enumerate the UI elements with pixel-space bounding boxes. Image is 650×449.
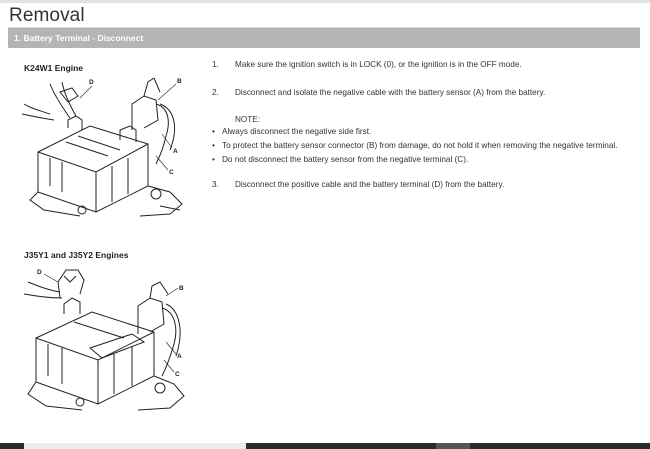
- figure-2-engine-label: J35Y1 and J35Y2 Engines: [24, 250, 129, 260]
- bullet-icon: •: [212, 127, 215, 136]
- top-border: [0, 0, 650, 3]
- callout-d: D: [89, 79, 94, 86]
- callout-a: A: [173, 148, 178, 155]
- figure-1-engine-label: K24W1 Engine: [24, 63, 84, 73]
- step-text: Disconnect the positive cable and the battery terminal (D) from the battery.: [235, 180, 505, 189]
- bottom-scrollbar-thumb[interactable]: [24, 443, 246, 449]
- callout-d: D: [37, 269, 42, 276]
- step-number: 2.: [212, 88, 219, 97]
- step-text: Make sure the ignition switch is in LOCK (0), or the ignition is in the OFF mode.: [235, 60, 522, 69]
- callout-b: B: [179, 285, 184, 292]
- callout-c: C: [175, 371, 180, 378]
- section-header: 1. Battery Terminal - Disconnect: [8, 28, 640, 48]
- callout-b: B: [177, 78, 182, 85]
- callout-c: C: [169, 169, 174, 176]
- page-title: Removal: [9, 5, 85, 26]
- bullet-icon: •: [212, 155, 215, 164]
- note-item: • Always disconnect the negative side first.: [212, 127, 372, 136]
- battery-diagram-k24w1: [20, 74, 190, 222]
- battery-diagram-j35y: [20, 262, 190, 412]
- step-number: 1.: [212, 60, 219, 69]
- note-item: • To protect the battery sensor connector (B) from damage, do not hold it when removing the negative terminal.: [212, 141, 618, 150]
- step-text: Disconnect and isolate the negative cable with the battery sensor (A) from the battery.: [235, 88, 546, 97]
- callout-a: A: [177, 353, 182, 360]
- bottom-bar-segment: [436, 443, 470, 449]
- step-number: 3.: [212, 180, 219, 189]
- bullet-icon: •: [212, 141, 215, 150]
- note-label: NOTE:: [235, 115, 261, 124]
- note-item: • Do not disconnect the battery sensor from the negative terminal (C).: [212, 155, 469, 164]
